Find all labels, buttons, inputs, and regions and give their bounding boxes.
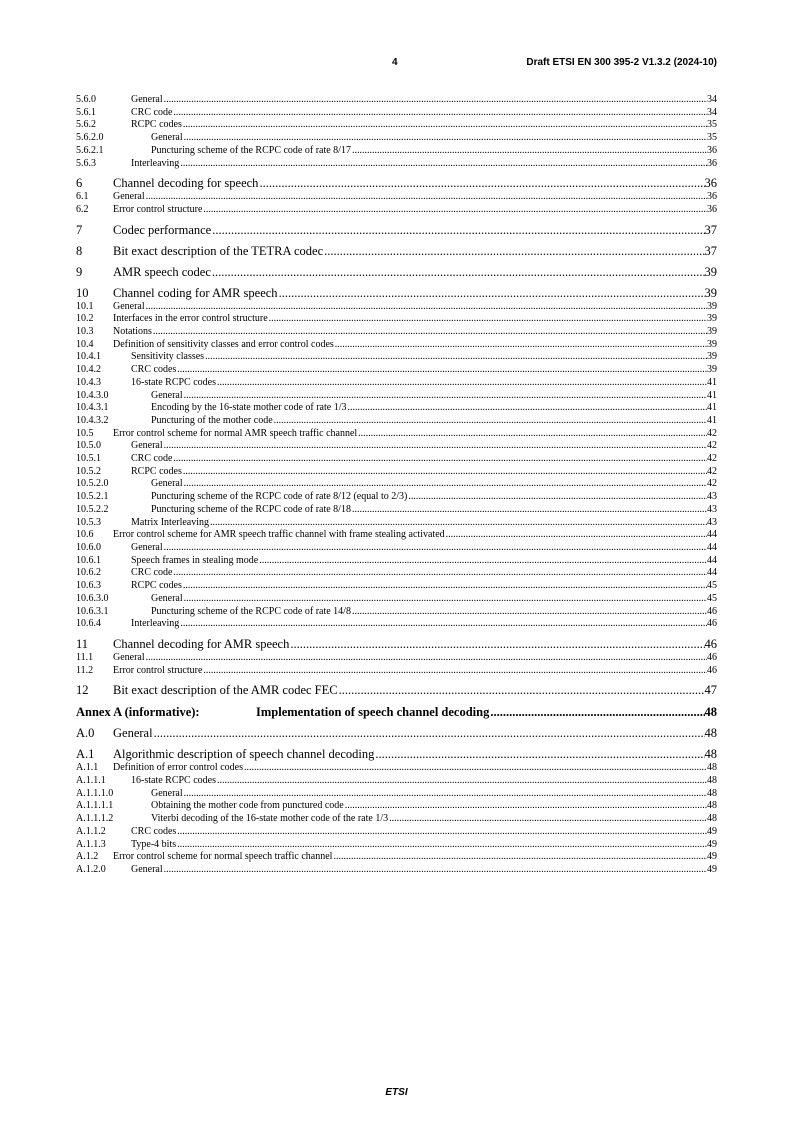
- toc-entry[interactable]: [76, 364, 717, 377]
- toc-entry-title: Sensitivity classes: [131, 351, 205, 363]
- toc-entry[interactable]: [76, 301, 717, 314]
- toc-entry-page: 36: [707, 157, 717, 169]
- toc-entry[interactable]: [76, 683, 717, 698]
- toc-dot-leader: [352, 504, 707, 517]
- toc-entry-page: 48: [704, 705, 717, 720]
- toc-entry[interactable]: [76, 132, 717, 145]
- toc-entry-title: Puncturing scheme of the RCPC code of rate 8/18: [151, 503, 351, 515]
- toc-dot-leader: [212, 265, 705, 280]
- toc-entry-number: 10.1: [76, 300, 94, 312]
- toc-entry[interactable]: [76, 440, 717, 453]
- toc-dot-leader: [146, 652, 707, 665]
- toc-entry-number: 10.6.4: [76, 618, 101, 630]
- toc-entry-title: CRC code: [131, 453, 173, 465]
- toc-dot-leader: [358, 428, 707, 441]
- toc-entry[interactable]: [76, 402, 717, 415]
- toc-entry-number: 6.1: [76, 191, 89, 203]
- toc-entry-page: 44: [707, 541, 717, 553]
- toc-entry-page: 44: [707, 554, 717, 566]
- toc-entry[interactable]: [76, 415, 717, 428]
- toc-dot-leader: [375, 747, 704, 762]
- toc-entry-page: 46: [704, 636, 717, 651]
- toc-entry[interactable]: [76, 705, 717, 720]
- toc-entry-title: General: [113, 191, 145, 203]
- toc-dot-leader: [244, 762, 707, 775]
- toc-entry[interactable]: [76, 326, 717, 339]
- toc-entry-number: A.1.1: [76, 762, 99, 774]
- toc-entry-title: General: [151, 389, 183, 401]
- toc-entry-title: Error control scheme for AMR speech traffic channel with frame stealing activated: [113, 529, 445, 541]
- toc-dot-leader: [146, 301, 707, 314]
- toc-entry-page: 48: [707, 787, 717, 799]
- toc-entry-page: 39: [707, 364, 717, 376]
- toc-entry-page: 39: [704, 285, 717, 300]
- toc-entry[interactable]: [76, 453, 717, 466]
- toc-dot-leader: [212, 223, 704, 238]
- toc-entry-title: Puncturing scheme of the RCPC code of rate 8/12 (equal to 2/3): [151, 491, 408, 503]
- footer-etsi: ETSI: [385, 1087, 408, 1098]
- toc-entry-title: Channel decoding for AMR speech: [113, 636, 290, 651]
- toc-entry-page: 46: [707, 651, 717, 663]
- toc-entry[interactable]: [76, 339, 717, 352]
- toc-entry-title: Channel coding for AMR speech: [113, 285, 278, 300]
- toc-entry-title: CRC codes: [131, 364, 177, 376]
- toc-entry-page: 42: [707, 427, 717, 439]
- toc-dot-leader: [205, 351, 707, 364]
- toc-entry-page: 39: [707, 313, 717, 325]
- toc-entry-page: 46: [707, 605, 717, 617]
- toc-entry-number: 8: [76, 243, 83, 258]
- toc-entry-number: 10.5.1: [76, 453, 101, 465]
- toc-entry-number: 10.4.3.0: [76, 389, 109, 401]
- toc-dot-leader: [183, 466, 707, 479]
- toc-entry-number: 10.6.3: [76, 580, 101, 592]
- toc-dot-leader: [164, 864, 707, 877]
- toc-dot-leader: [335, 339, 707, 352]
- toc-dot-leader: [259, 176, 704, 191]
- toc-entry-title: Notations: [113, 326, 152, 338]
- toc-entry-title: Bit exact description of the AMR codec FEC: [113, 683, 338, 698]
- toc-dot-leader: [203, 204, 707, 217]
- toc-entry[interactable]: [76, 204, 717, 217]
- toc-entry-title: Error control structure: [113, 664, 203, 676]
- toc-entry-number: 10.3: [76, 326, 94, 338]
- toc-entry-page: 36: [707, 203, 717, 215]
- toc-dot-leader: [389, 813, 707, 826]
- toc-dot-leader: [183, 119, 707, 132]
- toc-entry[interactable]: [76, 377, 717, 390]
- toc-dot-leader: [333, 851, 707, 864]
- toc-entry-page: 39: [707, 351, 717, 363]
- toc-entry[interactable]: [76, 119, 717, 132]
- toc-entry-title: General: [151, 592, 183, 604]
- page-number: 4: [392, 57, 398, 68]
- toc-entry[interactable]: [76, 606, 717, 619]
- toc-entry[interactable]: [76, 265, 717, 280]
- toc-entry-number: A.1.1.1: [76, 775, 106, 787]
- toc-entry[interactable]: [76, 313, 717, 326]
- toc-entry-page: 49: [707, 851, 717, 863]
- toc-entry-title: Error control structure: [113, 203, 203, 215]
- toc-dot-leader: [352, 606, 707, 619]
- toc-entry-number: 10: [76, 285, 89, 300]
- toc-entry-number: 10.5.2.0: [76, 478, 109, 490]
- toc-entry-number: 10.5: [76, 427, 94, 439]
- toc-entry-number: A.1.1.3: [76, 838, 106, 850]
- toc-entry-number: 10.6.0: [76, 541, 101, 553]
- toc-entry-page: 35: [707, 132, 717, 144]
- toc-entry-page: 48: [707, 800, 717, 812]
- toc-entry-page: 48: [707, 762, 717, 774]
- toc-entry[interactable]: [76, 567, 717, 580]
- toc-entry-page: 41: [707, 402, 717, 414]
- toc-entry[interactable]: [76, 351, 717, 364]
- toc-entry-page: 42: [707, 478, 717, 490]
- toc-dot-leader: [180, 618, 707, 631]
- toc-entry-number: 5.6.2.0: [76, 132, 104, 144]
- toc-entry-page: 42: [707, 453, 717, 465]
- toc-entry-page: 34: [707, 94, 717, 105]
- toc-entry-title: Codec performance: [113, 222, 212, 237]
- toc-entry-number: 10.6.3.0: [76, 592, 109, 604]
- toc-entry-title: Algorithmic description of speech channel decoding: [113, 747, 375, 762]
- toc-entry-number: 11: [76, 636, 89, 651]
- toc-entry-number: A.0: [76, 726, 95, 741]
- toc-dot-leader: [269, 313, 707, 326]
- toc-entry-title: RCPC codes: [131, 465, 182, 477]
- toc-entry-page: 47: [704, 683, 717, 698]
- toc-entry-title: RCPC codes: [131, 119, 182, 131]
- toc-entry-number: 11.2: [76, 664, 94, 676]
- toc-dot-leader: [274, 415, 707, 428]
- toc-entry-title: Speech frames in stealing mode: [131, 554, 259, 566]
- toc-entry[interactable]: [76, 517, 717, 530]
- toc-entry-title: General: [151, 787, 183, 799]
- toc-entry-page: 46: [707, 618, 717, 630]
- toc-entry-page: 39: [704, 264, 717, 279]
- toc-entry-number: 6: [76, 176, 83, 191]
- toc-entry-title: General: [151, 132, 183, 144]
- toc-entry-page: 41: [707, 389, 717, 401]
- toc-entry-number: A.1.1.2: [76, 825, 106, 837]
- toc-entry[interactable]: [76, 826, 717, 839]
- toc-entry-page: 42: [707, 465, 717, 477]
- toc-entry-page: 43: [707, 503, 717, 515]
- toc-entry-title: CRC code: [131, 106, 173, 118]
- toc-entry-number: A.1.1.1.1: [76, 800, 114, 812]
- toc-entry-title: Bit exact description of the TETRA codec: [113, 243, 324, 258]
- toc-entry[interactable]: [76, 223, 717, 238]
- toc-entry-number: 7: [76, 222, 83, 237]
- toc-entry-page: 36: [707, 191, 717, 203]
- toc-entry-number: 10.4.2: [76, 364, 101, 376]
- toc-dot-leader: [203, 665, 707, 678]
- toc-dot-leader: [217, 377, 707, 390]
- toc-dot-leader: [164, 542, 707, 555]
- toc-entry[interactable]: [76, 851, 717, 864]
- toc-entry-number: 10.5.2.1: [76, 491, 109, 503]
- toc-entry[interactable]: [76, 478, 717, 491]
- toc-entry-number: 10.4.1: [76, 351, 101, 363]
- toc-entry-page: 41: [707, 376, 717, 388]
- toc-entry[interactable]: [76, 176, 717, 191]
- toc-entry-page: 35: [707, 119, 717, 131]
- toc-entry[interactable]: [76, 286, 717, 301]
- toc-entry[interactable]: [76, 390, 717, 403]
- toc-entry-title: Implementation of speech channel decoding: [256, 705, 490, 720]
- toc-dot-leader: [173, 107, 707, 120]
- toc-entry-page: 34: [707, 106, 717, 118]
- toc-entry[interactable]: [76, 813, 717, 826]
- toc-entry[interactable]: [76, 191, 717, 204]
- toc-entry-page: 48: [707, 775, 717, 787]
- toc-entry[interactable]: [76, 466, 717, 479]
- toc-entry-title: Matrix Interleaving: [131, 516, 210, 528]
- toc-entry-page: 49: [707, 838, 717, 850]
- toc-entry-title: Definition of sensitivity classes and error control codes: [113, 338, 334, 350]
- toc-entry-title: General: [131, 863, 163, 875]
- toc-entry[interactable]: [76, 158, 717, 171]
- toc-dot-leader: [154, 726, 705, 741]
- toc-entry[interactable]: [76, 593, 717, 606]
- toc-entry[interactable]: [76, 839, 717, 852]
- toc-entry-number: Annex A (informative):: [76, 705, 200, 720]
- toc-entry-number: 10.5.2.2: [76, 503, 109, 515]
- toc-entry-page: 42: [707, 440, 717, 452]
- toc-dot-leader: [408, 491, 707, 504]
- toc-dot-leader: [490, 705, 704, 720]
- toc-entry-number: 10.6.3.1: [76, 605, 109, 617]
- toc-entry-page: 43: [707, 491, 717, 503]
- toc-entry-title: Interfaces in the error control structure: [113, 313, 268, 325]
- toc-entry-number: 10.4.3.2: [76, 414, 109, 426]
- toc-entry-title: General: [113, 651, 145, 663]
- toc-entry-title: Encoding by the 16-state mother code of rate 1/3: [151, 402, 347, 414]
- toc-dot-leader: [183, 580, 707, 593]
- toc-entry-number: 10.6.1: [76, 554, 101, 566]
- toc-entry[interactable]: [76, 618, 717, 631]
- toc-entry-page: 48: [704, 747, 717, 762]
- toc-entry[interactable]: [76, 145, 717, 158]
- toc-entry[interactable]: [76, 665, 717, 678]
- toc-entry-title: General: [131, 94, 163, 105]
- toc-entry[interactable]: [76, 555, 717, 568]
- toc-entry-title: Puncturing scheme of the RCPC code of rate 14/8: [151, 605, 351, 617]
- toc-dot-leader: [217, 775, 707, 788]
- toc-entry-page: 44: [707, 529, 717, 541]
- toc-entry-title: Obtaining the mother code from punctured code: [151, 800, 344, 812]
- toc-entry-number: 5.6.2.1: [76, 144, 104, 156]
- toc-entry[interactable]: [76, 864, 717, 877]
- toc-entry-number: 5.6.2: [76, 119, 96, 131]
- toc-entry[interactable]: [76, 652, 717, 665]
- toc-dot-leader: [290, 637, 704, 652]
- toc-entry[interactable]: [76, 504, 717, 517]
- toc-entry-page: 39: [707, 300, 717, 312]
- toc-entry-title: Interleaving: [131, 157, 180, 169]
- toc-entry-number: 9: [76, 264, 83, 279]
- toc-dot-leader: [339, 683, 705, 698]
- toc-dot-leader: [164, 94, 707, 107]
- toc-entry[interactable]: [76, 107, 717, 120]
- toc-dot-leader: [177, 839, 707, 852]
- toc-dot-leader: [345, 800, 707, 813]
- toc-entry-number: 10.4.3.1: [76, 402, 109, 414]
- toc-entry[interactable]: [76, 637, 717, 652]
- toc-entry-page: 41: [707, 414, 717, 426]
- toc-entry-number: A.1.1.1.2: [76, 813, 114, 825]
- toc-entry-title: General: [113, 300, 145, 312]
- toc-entry-title: General: [131, 440, 163, 452]
- toc-entry-number: 5.6.1: [76, 106, 96, 118]
- toc-entry-number: 10.4.3: [76, 376, 101, 388]
- toc-entry[interactable]: [76, 428, 717, 441]
- toc-entry-page: 36: [707, 144, 717, 156]
- toc-dot-leader: [324, 244, 704, 259]
- toc-entry-number: 11.1: [76, 651, 94, 663]
- toc-entry-title: General: [131, 541, 163, 553]
- toc-entry-page: 37: [704, 222, 717, 237]
- toc-dot-leader: [184, 593, 707, 606]
- toc-entry-number: 10.2: [76, 313, 94, 325]
- toc-entry[interactable]: [76, 529, 717, 542]
- toc-entry[interactable]: [76, 491, 717, 504]
- toc-dot-leader: [184, 132, 707, 145]
- toc-entry-page: 39: [707, 338, 717, 350]
- toc-dot-leader: [259, 555, 707, 568]
- toc-entry-title: Puncturing scheme of the RCPC code of rate 8/17: [151, 144, 351, 156]
- toc-entry[interactable]: [76, 726, 717, 741]
- toc-entry-title: 16-state RCPC codes: [131, 775, 216, 787]
- toc-entry-title: General: [113, 726, 153, 741]
- toc-entry-title: General: [151, 478, 183, 490]
- toc-entry[interactable]: [76, 244, 717, 259]
- toc-dot-leader: [279, 286, 705, 301]
- toc-dot-leader: [153, 326, 707, 339]
- toc-entry-number: 5.6.3: [76, 157, 96, 169]
- toc-entry-number: 12: [76, 683, 89, 698]
- toc-entry-number: 5.6.0: [76, 94, 96, 105]
- toc-dot-leader: [352, 145, 707, 158]
- toc-dot-leader: [210, 517, 707, 530]
- toc-entry-title: 16-state RCPC codes: [131, 376, 216, 388]
- toc-entry-page: 44: [707, 567, 717, 579]
- toc-entry-page: 49: [707, 863, 717, 875]
- toc-entry-number: 10.5.2: [76, 465, 101, 477]
- toc-entry-page: 36: [704, 176, 717, 191]
- toc-entry-page: 49: [707, 825, 717, 837]
- toc-dot-leader: [184, 478, 707, 491]
- toc-entry-title: CRC codes: [131, 825, 177, 837]
- toc-entry-title: RCPC codes: [131, 580, 182, 592]
- toc-dot-leader: [164, 440, 707, 453]
- toc-entry[interactable]: [76, 800, 717, 813]
- toc-dot-leader: [184, 788, 707, 801]
- toc-dot-leader: [177, 826, 707, 839]
- toc-entry-number: A.1.1.1.0: [76, 787, 114, 799]
- toc-entry-page: 48: [704, 726, 717, 741]
- toc-entry-page: 39: [707, 326, 717, 338]
- toc-entry[interactable]: [76, 580, 717, 593]
- toc-entry[interactable]: [76, 775, 717, 788]
- toc-entry-title: Viterbi decoding of the 16-state mother code of the rate 1/3: [151, 813, 389, 825]
- toc-entry-title: Error control scheme for normal AMR speech traffic channel: [113, 427, 358, 439]
- toc-entry[interactable]: [76, 542, 717, 555]
- toc-entry-page: 46: [707, 664, 717, 676]
- toc-dot-leader: [348, 402, 708, 415]
- toc-entry-number: A.1.2.0: [76, 863, 106, 875]
- toc-entry-number: A.1: [76, 747, 95, 762]
- toc-entry-title: Type-4 bits: [131, 838, 177, 850]
- toc-entry-page: 37: [704, 243, 717, 258]
- toc-entry-title: AMR speech codec: [113, 264, 211, 279]
- toc-entry[interactable]: [76, 747, 717, 762]
- toc-entry-title: Channel decoding for speech: [113, 176, 259, 191]
- toc-entry-number: 6.2: [76, 203, 89, 215]
- toc-entry-number: 10.4: [76, 338, 94, 350]
- toc-entry-title: Puncturing of the mother code: [151, 414, 273, 426]
- toc-dot-leader: [146, 191, 707, 204]
- toc-entry-number: 10.6.2: [76, 567, 101, 579]
- toc-dot-leader: [173, 453, 707, 466]
- toc-entry-number: A.1.2: [76, 851, 99, 863]
- toc-entry-title: CRC code: [131, 567, 173, 579]
- toc-entry[interactable]: [76, 94, 717, 107]
- toc-entry-page: 48: [707, 813, 717, 825]
- toc-entry-number: 10.6: [76, 529, 94, 541]
- toc-entry[interactable]: [76, 762, 717, 775]
- toc-entry-page: 45: [707, 580, 717, 592]
- toc-dot-leader: [446, 529, 707, 542]
- toc-dot-leader: [173, 567, 707, 580]
- toc-dot-leader: [180, 158, 707, 171]
- document-title: Draft ETSI EN 300 395-2 V1.3.2 (2024-10): [526, 57, 717, 68]
- toc-entry-page: 43: [707, 516, 717, 528]
- table-of-contents: [76, 94, 717, 877]
- toc-dot-leader: [177, 364, 707, 377]
- toc-entry-number: 10.5.0: [76, 440, 101, 452]
- toc-entry-number: 10.5.3: [76, 516, 101, 528]
- toc-entry[interactable]: [76, 788, 717, 801]
- toc-entry-page: 45: [707, 592, 717, 604]
- toc-entry-title: Definition of error control codes: [113, 762, 243, 774]
- toc-dot-leader: [184, 390, 707, 403]
- toc-entry-title: Interleaving: [131, 618, 180, 630]
- toc-entry-title: Error control scheme for normal speech traffic channel: [113, 851, 333, 863]
